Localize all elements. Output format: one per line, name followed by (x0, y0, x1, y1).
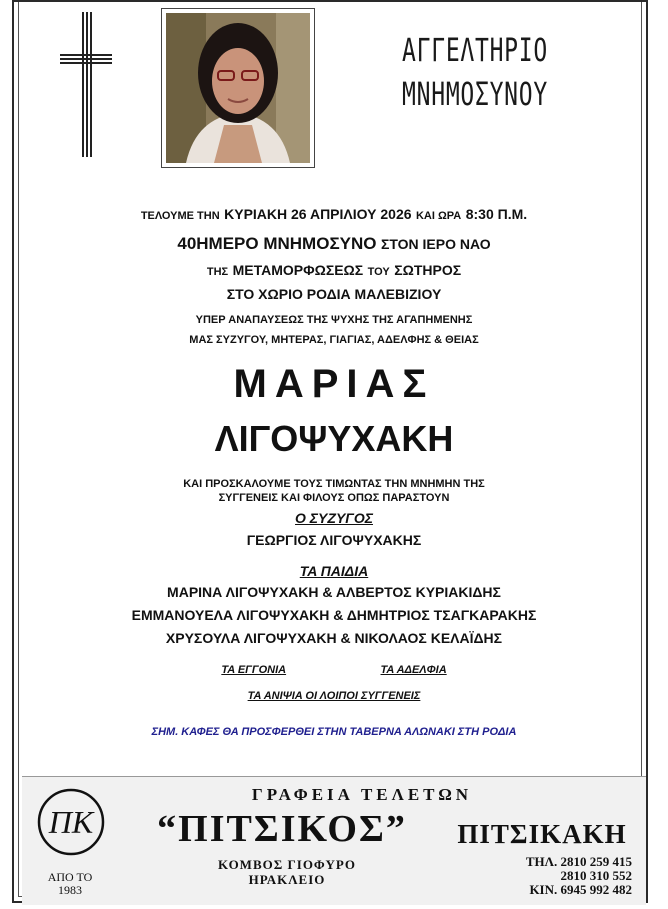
funeral-home-logo (36, 787, 106, 857)
title-line-2: ΜΝΗΜΟΣΥΝΟΥ (402, 75, 548, 113)
spouse-label: Ο ΣΥΖΥΓΟΣ (295, 510, 373, 526)
event-date-line (0, 206, 668, 224)
coffee-note: ΣΗΜ. ΚΑΦΕΣ ΘΑ ΠΡΟΣΦΕΡΘΕΙ ΣΤΗΝ ΤΑΒΕΡΝΑ ΑΛΩΝΑΚΙ ΣΤΗ ΡΟΔΙΑ (151, 726, 517, 738)
deceased-first-name: ΜΑΡΙΑΣ (233, 362, 435, 406)
grandchildren-label: ΤΑ ΕΓΓΟΝΙΑ (221, 664, 287, 676)
children-label: ΤΑ ΠΑΙΔΙΑ (299, 563, 369, 579)
relations-line: ΜΑΣ ΣΥΖΥΓΟΥ, ΜΗΤΕΡΑΣ, ΓΙΑΓΙΑΣ, ΑΔΕΛΦΗΣ & ΘΕΙΑΣ (189, 334, 479, 346)
cross-icon (60, 12, 112, 157)
for-soul-line: ΥΠΕΡ ΑΝΑΠΑΥΣΕΩΣ ΤΗΣ ΨΥΧΗΣ ΤΗΣ ΑΓΑΠΗΜΕΝΗΣ (195, 314, 473, 326)
notice-title (381, 28, 568, 116)
deceased-last-name: ΛΙΓΟΨΥΧΑΚΗ (214, 418, 454, 459)
church-at: ΣΤΟΝ ΙΕΡΟ ΝΑΟ (380, 236, 491, 252)
phone-2: 2810 310 552 (560, 868, 632, 883)
contact-phones (452, 855, 632, 897)
child-line-3: ΧΡΥΣΟΥΛΑ ΛΙΓΟΨΥΧΑΚΗ & ΝΙΚΟΛΑΟΣ ΚΕΛΑΪΔΗΣ (165, 630, 503, 646)
address-line-2: ΗΡΑΚΛΕΙΟ (248, 872, 326, 887)
event-date: ΚΥΡΙΑΚΗ 26 ΑΠΡΙΛΙΟΥ 2026 (224, 206, 412, 222)
funeral-home-footer (22, 776, 646, 905)
grandchildren-siblings-line (0, 660, 668, 678)
funeral-home-name: “ΠΙΤΣΙΚΟΣ” (157, 808, 407, 850)
funeral-home-address (172, 857, 402, 887)
address-line-1: ΚΟΜΒΟΣ ΓΙΟΦΥΡΟ (218, 857, 356, 872)
event-time: 8:30 Π.Μ. (465, 206, 528, 222)
phone-1: ΤΗΛ. 2810 259 415 (525, 854, 632, 869)
funeral-home-heading: ΓΡΑΦΕΙΑ ΤΕΛΕΤΩΝ (251, 785, 473, 804)
church-line (0, 262, 668, 280)
since-line-1: ΑΠΟ ΤΟ (47, 870, 93, 884)
church-the: ΤΗΣ (206, 266, 229, 278)
child-line-1: ΜΑΡΙΝΑ ΛΙΓΟΨΥΧΑΚΗ & ΑΛΒΕΡΤΟΣ ΚΥΡΙΑΚΙΔΗΣ (167, 584, 501, 600)
event-prefix: ΤΕΛΟΥΜΕ ΤΗΝ (140, 210, 220, 222)
church-name-1: ΜΕΤΑΜΟΡΦΩΣΕΩΣ (232, 262, 364, 278)
since-line-2: 1983 (58, 883, 82, 897)
event-time-prefix: ΚΑΙ ΩΡΑ (415, 210, 462, 222)
memorial-line (0, 234, 668, 254)
invite-line-1: ΚΑΙ ΠΡΟΣΚΑΛΟΥΜΕ ΤΟΥΣ ΤΙΜΩΝΤΑΣ ΤΗΝ ΜΝΗΜΗΝ ΤΗΣ (183, 478, 485, 490)
owner-name: ΠΙΤΣΙΚΑΚΗ (457, 819, 627, 849)
mobile-phone: ΚΙΝ. 6945 992 482 (529, 882, 632, 897)
since-text (30, 871, 110, 897)
title-line-1: ΑΓΓΕΛΤΗΡΙΟ (402, 31, 548, 69)
memorial-type: 40ΗΜΕΡΟ ΜΝΗΜΟΣΥΝΟ (177, 234, 377, 253)
church-name-2: ΣΩΤΗΡΟΣ (394, 262, 462, 278)
portrait-photo (161, 8, 315, 168)
logo-text: ΠΚ (48, 804, 94, 840)
siblings-label: ΤΑ ΑΔΕΛΦΙΑ (380, 664, 447, 676)
spouse-name: ΓΕΩΡΓΙΟΣ ΛΙΓΟΨΥΧΑΚΗΣ (246, 532, 422, 548)
church-of: ΤΟΥ (367, 266, 390, 278)
others-label: ΤΑ ΑΝΙΨΙΑ ΟΙ ΛΟΙΠΟΙ ΣΥΓΓΕΝΕΙΣ (247, 690, 421, 702)
village-line: ΣΤΟ ΧΩΡΙΟ ΡΟΔΙΑ ΜΑΛΕΒΙΖΙΟΥ (226, 286, 442, 302)
invite-line-2: ΣΥΓΓΕΝΕΙΣ ΚΑΙ ΦΙΛΟΥΣ ΟΠΩΣ ΠΑΡΑΣΤΟΥΝ (218, 492, 450, 504)
child-line-2: ΕΜΜΑΝΟΥΕΛΑ ΛΙΓΟΨΥΧΑΚΗ & ΔΗΜΗΤΡΙΟΣ ΤΣΑΓΚΑΡΑΚΗΣ (131, 607, 537, 623)
